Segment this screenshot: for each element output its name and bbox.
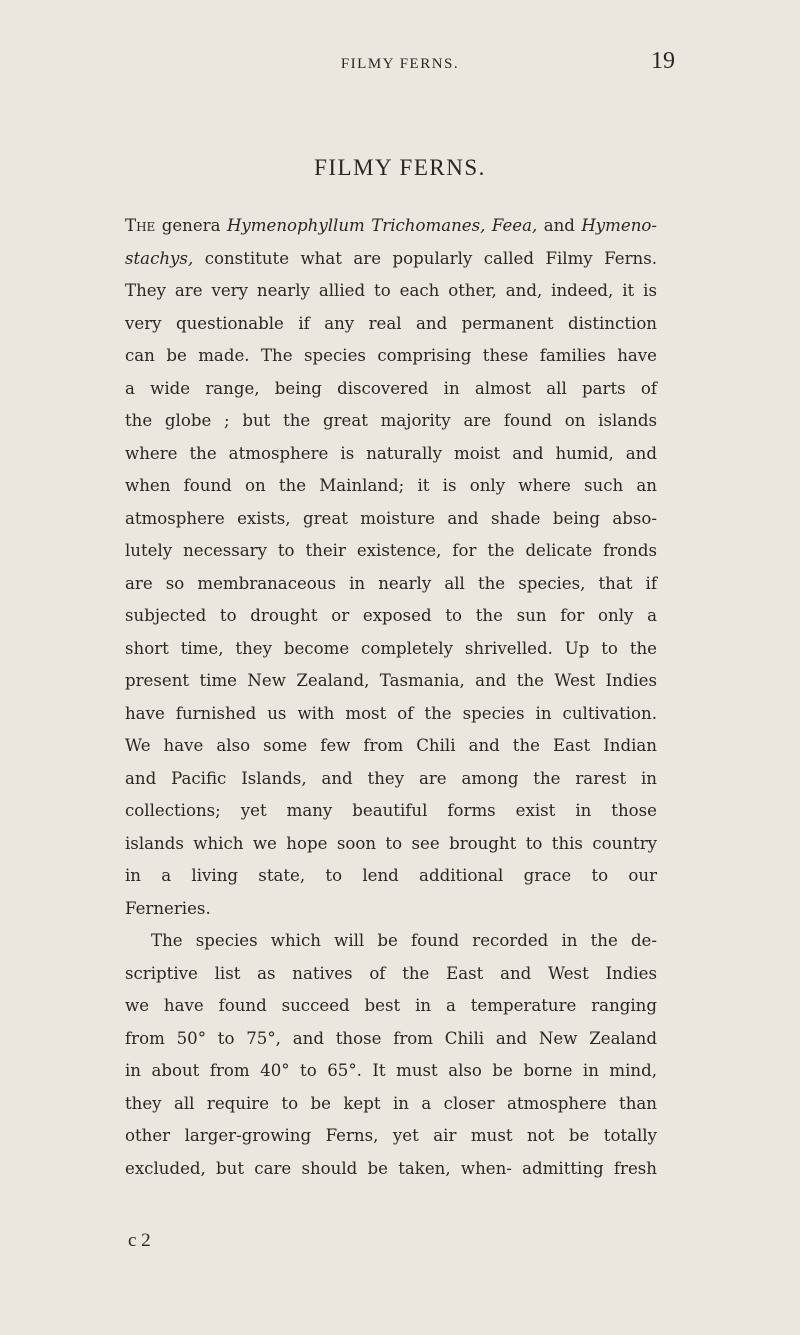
paragraph-1-line: are so membranaceous in nearly all the species, that if	[125, 573, 657, 593]
paragraph-2-line: we have found succeed best in a temperature ranging	[125, 996, 657, 1015]
chapter-title: FILMY FERNS.	[314, 155, 486, 180]
paragraph-2-line: The species which will be found recorded in the de-	[151, 931, 657, 950]
signature-mark: c 2	[128, 1230, 151, 1251]
paragraph-1-line: when found on the Mainland; it is only where such an	[125, 476, 657, 495]
paragraph-1-line: very questionable if any real and permanent distinction	[125, 313, 657, 333]
paragraph-1-line: islands which we hope soon to see brought to this country	[125, 833, 657, 853]
paragraph-2-line: from 50° to 75°, and those from Chili and New Zealand	[125, 1028, 657, 1048]
text-fragment: genera	[155, 216, 227, 235]
text-fragment: and	[537, 216, 582, 235]
paragraph-1-line: short time, they become completely shrivelled. Up to the	[125, 638, 657, 658]
paragraph-1-line: can be made. The species comprising these families have	[125, 346, 657, 365]
genus-name: Feea,	[491, 216, 538, 235]
paragraph-2-line: excluded, but care should be taken, when- admitting fresh	[125, 1158, 657, 1178]
genus-name: Hymeno-	[581, 216, 658, 235]
paragraph-1-line: and Pacific Islands, and they are among the rarest in	[125, 768, 657, 788]
paragraph-1-line: where the atmosphere is naturally moist and humid, and	[125, 443, 657, 463]
running-title: FILMY FERNS.	[340, 56, 460, 72]
paragraph-1-line: lutely necessary to their existence, for the delicate fronds	[125, 541, 657, 560]
paragraph-1-line: atmosphere exists, great moisture and shade being abso-	[125, 508, 657, 528]
paragraph-2-line: other larger-growing Ferns, yet air must not be totally	[125, 1126, 657, 1145]
paragraph-1-line: collections; yet many beautiful forms exist in those	[125, 801, 657, 820]
paragraph-1-line: a wide range, being discovered in almost all parts of	[125, 378, 657, 398]
paragraph-1-line: They are very nearly allied to each other, and, indeed, it is	[125, 281, 657, 300]
paragraph-1-line: the globe ; but the great majority are found on islands	[125, 411, 657, 430]
running-head	[0, 48, 800, 84]
genus-name: Hymenophyllum	[226, 216, 365, 235]
genus-name: Trichomanes,	[371, 216, 486, 235]
paragraph-2-line: in about from 40° to 65°. It must also be borne in mind,	[125, 1061, 657, 1080]
paragraph-1-line: We have also some few from Chili and the East Indian	[125, 736, 657, 755]
paragraph-1-line: have furnished us with most of the species in cultivation.	[125, 703, 657, 723]
paragraph-1-line: present time New Zealand, Tasmania, and the West Indies	[125, 671, 657, 690]
body-text	[125, 210, 657, 1185]
paragraph-1-line: Ferneries.	[125, 898, 211, 918]
genus-name: stachys,	[125, 248, 194, 268]
page-number: 19	[651, 48, 675, 74]
paragraph-2-line: they all require to be kept in a closer atmosphere than	[125, 1093, 657, 1113]
text-fragment: The	[125, 216, 156, 235]
paragraph-1-line: in a living state, to lend additional grace to our	[125, 866, 657, 885]
text-fragment: constitute what are popularly called Filmy Ferns.	[193, 248, 657, 268]
paragraph-1-line	[125, 210, 657, 243]
paragraph-1-line: subjected to drought or exposed to the sun for only a	[125, 606, 657, 625]
paragraph-1-line	[125, 243, 657, 276]
paragraph-2-line: scriptive list as natives of the East and West Indies	[125, 963, 657, 983]
